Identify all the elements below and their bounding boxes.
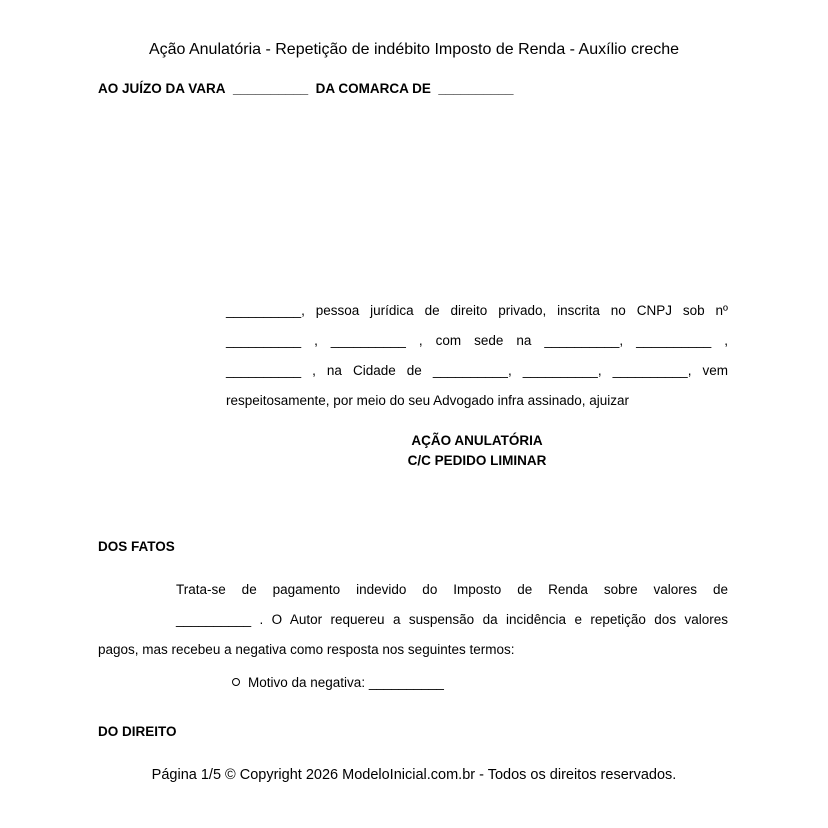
addressee-blank-comarca: __________	[438, 81, 514, 96]
law-heading: DO DIREITO	[98, 724, 177, 739]
facts-paragraph	[98, 575, 728, 665]
document-title: Ação Anulatória - Repetição de indébito Imposto de Renda - Auxílio creche	[148, 41, 680, 58]
intro-line-3: __________ , na Cidade de __________, __________, __________, vem	[226, 363, 728, 378]
intro-line-2: __________ , __________ , com sede na __________, __________ ,	[226, 333, 728, 348]
addressee-blank-vara: __________	[233, 81, 309, 96]
page-footer: Página 1/5 © Copyright 2026 ModeloInicial.com.br - Todos os direitos reservados.	[151, 767, 677, 783]
intro-paragraph	[226, 296, 728, 416]
addressee-part1: AO JUÍZO DA VARA	[98, 81, 226, 96]
intro-line-4: respeitosamente, por meio do seu Advogado infra assinado, ajuizar	[226, 393, 629, 408]
addressee-part2: DA COMARCA DE	[315, 81, 431, 96]
facts-line-2: __________ . O Autor requereu a suspensão da incidência e repetição dos valores	[176, 612, 728, 627]
addressee-line	[98, 81, 514, 97]
negative-reason-item	[232, 673, 444, 693]
negative-reason-text: Motivo da negativa: __________	[248, 675, 444, 690]
action-title	[226, 431, 728, 471]
facts-line-3: pagos, mas recebeu a negativa como resposta nos seguintes termos:	[98, 642, 515, 657]
facts-line-1: Trata-se de pagamento indevido do Imposto de Renda sobre valores de	[176, 582, 728, 597]
facts-heading: DOS FATOS	[98, 539, 175, 554]
action-title-line-1: AÇÃO ANULATÓRIA	[411, 433, 543, 448]
action-title-line-2: C/C PEDIDO LIMINAR	[407, 453, 547, 468]
intro-line-1: __________, pessoa jurídica de direito privado, inscrita no CNPJ sob nº	[226, 303, 728, 318]
bullet-circle-icon	[232, 678, 240, 686]
